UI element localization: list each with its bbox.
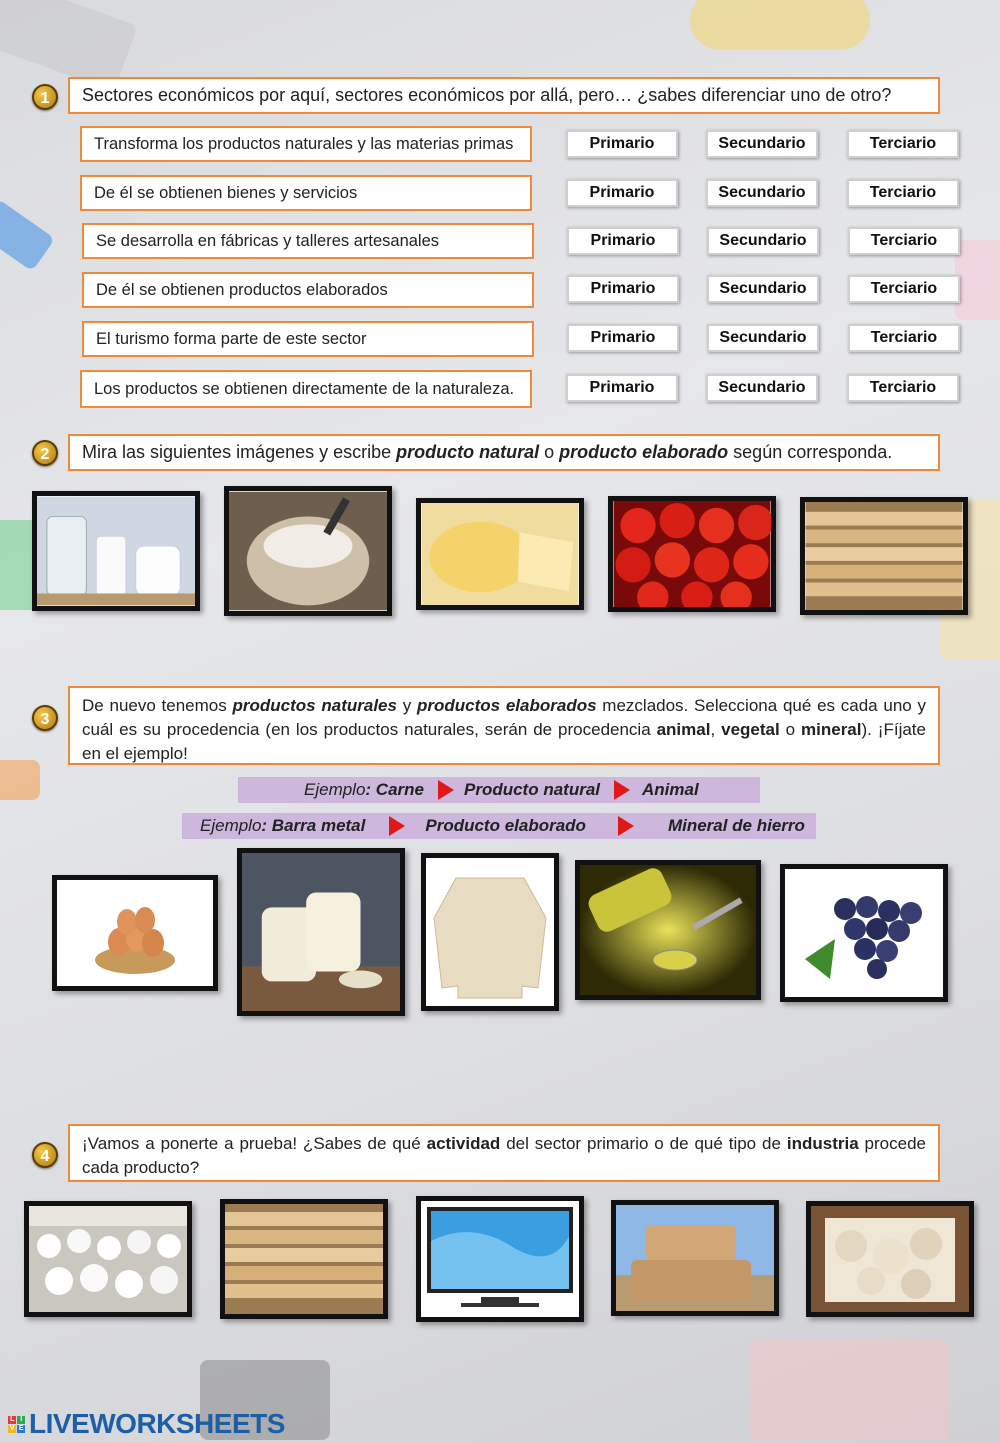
section-4-actividad: actividad <box>426 1134 501 1153</box>
option-primario-1[interactable]: Primario <box>566 130 678 158</box>
scissors-decoration <box>690 0 870 50</box>
milk-icon <box>32 491 200 611</box>
case-decoration <box>750 1340 950 1440</box>
option-terciario-2[interactable]: Terciario <box>847 179 959 207</box>
section-4-question <box>68 1124 940 1182</box>
crayon-decoration <box>0 199 55 272</box>
flour-sack-icon <box>224 486 392 616</box>
section-3-text-b: y <box>396 696 417 715</box>
sweater-icon <box>421 853 559 1011</box>
option-primario-5[interactable]: Primario <box>567 324 679 352</box>
wool-icon <box>806 1201 974 1317</box>
statement-1: Transforma los productos naturales y las materias primas <box>80 126 532 162</box>
statement-4: De él se obtienen productos elaborados <box>82 272 534 308</box>
olive-oil-icon <box>575 860 761 1000</box>
option-secundario-5[interactable]: Secundario <box>707 324 819 352</box>
paper-decoration <box>955 240 1000 320</box>
section-2-em-natural: producto natural <box>396 442 540 462</box>
example-1-item: : Carne <box>365 780 424 799</box>
example-1-type: Producto natural <box>464 780 601 799</box>
option-secundario-2[interactable]: Secundario <box>706 179 818 207</box>
option-terciario-1[interactable]: Terciario <box>847 130 959 158</box>
tomatoes-icon <box>608 496 776 612</box>
option-secundario-3[interactable]: Secundario <box>707 227 819 255</box>
section-2-number: 2 <box>32 440 58 466</box>
section-4-text-a: ¡Vamos a ponerte a prueba! ¿Sabes de qué <box>82 1134 427 1153</box>
statement-5: El turismo forma parte de este sector <box>82 321 534 357</box>
section-3-text-a: De nuevo tenemos <box>82 696 233 715</box>
arrow-icon <box>389 816 405 836</box>
option-secundario-4[interactable]: Secundario <box>707 275 819 303</box>
section-4-text-c: procede cada producto? <box>82 1134 931 1177</box>
option-terciario-3[interactable]: Terciario <box>848 227 960 255</box>
section-2-text-c: según corresponda. <box>728 442 893 462</box>
arrow-icon <box>614 780 630 800</box>
example-1-label: Ejemplo <box>304 780 366 799</box>
liveworksheets-logo <box>8 1408 285 1440</box>
section-3-vegetal: vegetal <box>721 720 780 739</box>
arrow-icon <box>618 816 634 836</box>
cheese-icon <box>416 498 584 610</box>
option-secundario-6[interactable]: Secundario <box>706 374 818 402</box>
eggs-icon <box>52 875 218 991</box>
option-primario-3[interactable]: Primario <box>567 227 679 255</box>
section-1-question: Sectores económicos por aquí, sectores económicos por allá, pero… ¿sabes diferenciar uno de otro? <box>68 77 940 114</box>
section-4-text-b: del sector primario o de qué tipo de <box>500 1134 787 1153</box>
yogurt-icon <box>237 848 405 1016</box>
section-4-number: 4 <box>32 1142 58 1168</box>
example-2-type: Producto elaborado <box>425 816 586 835</box>
section-3-mineral: mineral <box>801 720 862 739</box>
option-primario-2[interactable]: Primario <box>566 179 678 207</box>
section-3-text-e: o <box>779 720 802 739</box>
arrow-icon <box>438 780 454 800</box>
wood-planks-icon <box>800 497 968 615</box>
section-3-text-c: mezclados. Selecciona qué es cada uno y cuál es su procedencia (en los productos naturales, serán de procedencia <box>82 696 931 739</box>
section-3-animal: animal <box>656 720 711 739</box>
example-2 <box>182 813 816 839</box>
example-2-label: Ejemplo <box>200 816 262 835</box>
section-3-text-f: ). ¡Fíjate en el ejemplo! <box>82 720 931 763</box>
statement-6: Los productos se obtienen directamente de la naturaleza. <box>80 370 532 408</box>
example-1 <box>238 777 760 803</box>
television-icon <box>416 1196 584 1322</box>
brand-name: LIVEWORKSHEETS <box>29 1408 285 1439</box>
crayon-decoration <box>0 760 40 800</box>
section-1-number: 1 <box>32 84 58 110</box>
section-3-em-elaborados: productos elaborados <box>416 696 597 715</box>
statement-3: Se desarrolla en fábricas y talleres artesanales <box>82 223 534 259</box>
logo-grid-icon: L I V E <box>9 1415 24 1432</box>
section-3-em-naturales: productos naturales <box>232 696 397 715</box>
section-2-em-elaborado: producto elaborado <box>559 442 729 462</box>
section-3-question <box>68 686 940 765</box>
example-1-origin: Animal <box>642 780 699 799</box>
section-4-industria: industria <box>786 1134 859 1153</box>
option-primario-4[interactable]: Primario <box>567 275 679 303</box>
option-terciario-6[interactable]: Terciario <box>847 374 959 402</box>
option-primario-6[interactable]: Primario <box>566 374 678 402</box>
example-2-item: : Barra metal <box>261 816 366 835</box>
stone-blocks-icon <box>611 1200 779 1316</box>
wood-planks-icon <box>220 1199 388 1319</box>
section-2-text-b: o <box>539 442 560 462</box>
example-2-origin: Mineral de hierro <box>667 816 805 835</box>
grapes-icon <box>780 864 948 1002</box>
option-terciario-5[interactable]: Terciario <box>848 324 960 352</box>
section-3-text-d: , <box>710 720 722 739</box>
option-terciario-4[interactable]: Terciario <box>848 275 960 303</box>
option-secundario-1[interactable]: Secundario <box>706 130 818 158</box>
cotton-icon <box>24 1201 192 1317</box>
section-3-number: 3 <box>32 705 58 731</box>
statement-2: De él se obtienen bienes y servicios <box>80 175 532 211</box>
section-2-text-a: Mira las siguientes imágenes y escribe <box>82 442 397 462</box>
section-2-question <box>68 434 940 471</box>
